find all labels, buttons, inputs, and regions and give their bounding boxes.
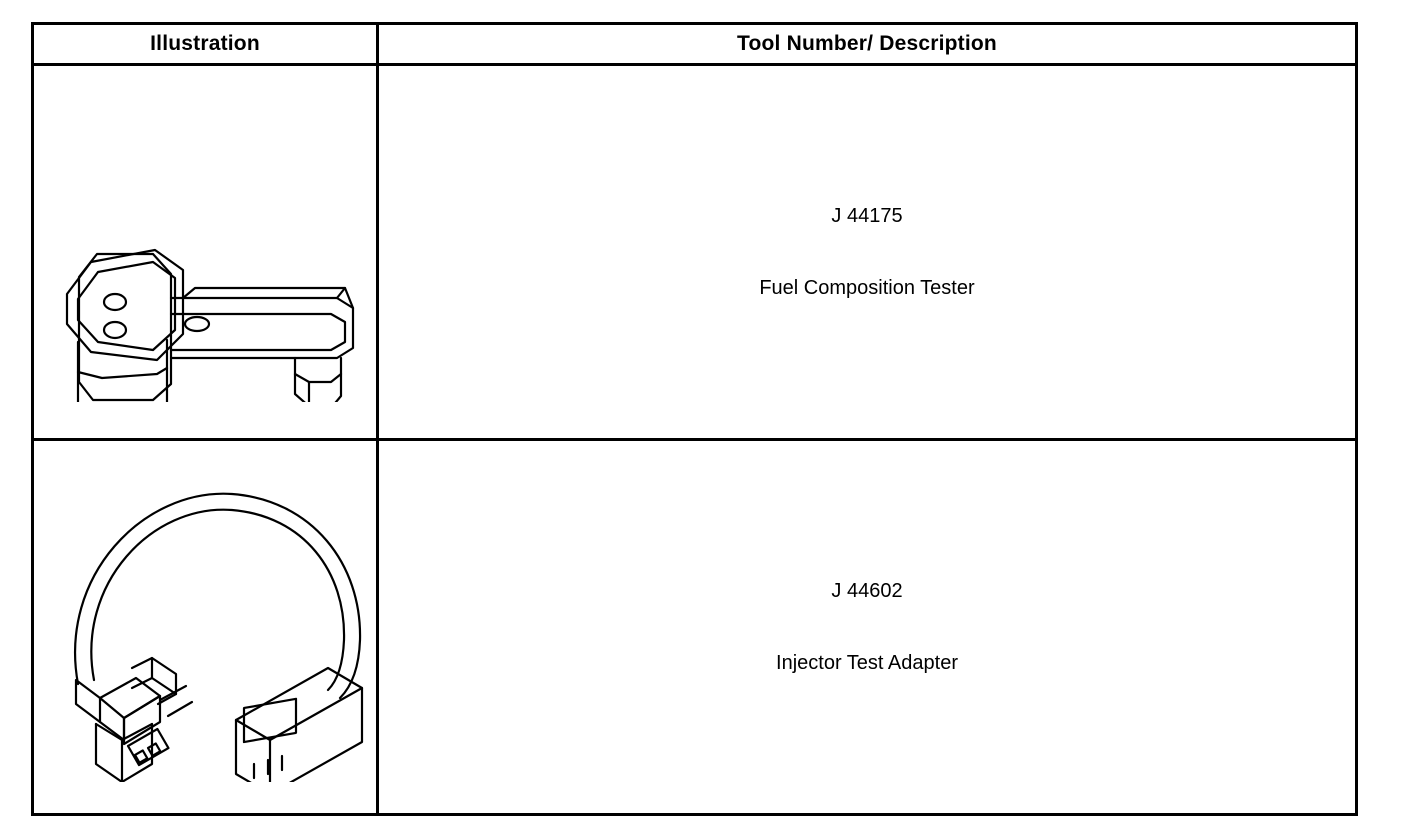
special-tools-table — [31, 22, 1358, 816]
table-row — [33, 440, 1357, 815]
illustration-cell-injector-test-adapter — [33, 440, 378, 815]
description-block — [379, 579, 1355, 675]
tool-number: J 44602 — [831, 580, 903, 602]
description-cell-injector-test-adapter — [378, 440, 1357, 815]
tool-description: Injector Test Adapter — [776, 652, 958, 674]
tool-description: Fuel Composition Tester — [759, 277, 975, 299]
fuel-composition-tester-icon — [34, 102, 376, 402]
table-header-row — [33, 24, 1357, 65]
column-header-description: Tool Number/ Description — [378, 24, 1357, 65]
illustration-cell-fuel-composition-tester — [33, 65, 378, 440]
description-cell-fuel-composition-tester — [378, 65, 1357, 440]
injector-test-adapter-icon — [34, 472, 376, 782]
table-row — [33, 65, 1357, 440]
description-block — [379, 204, 1355, 300]
column-header-illustration: Illustration — [33, 24, 378, 65]
tool-number: J 44175 — [831, 205, 903, 227]
